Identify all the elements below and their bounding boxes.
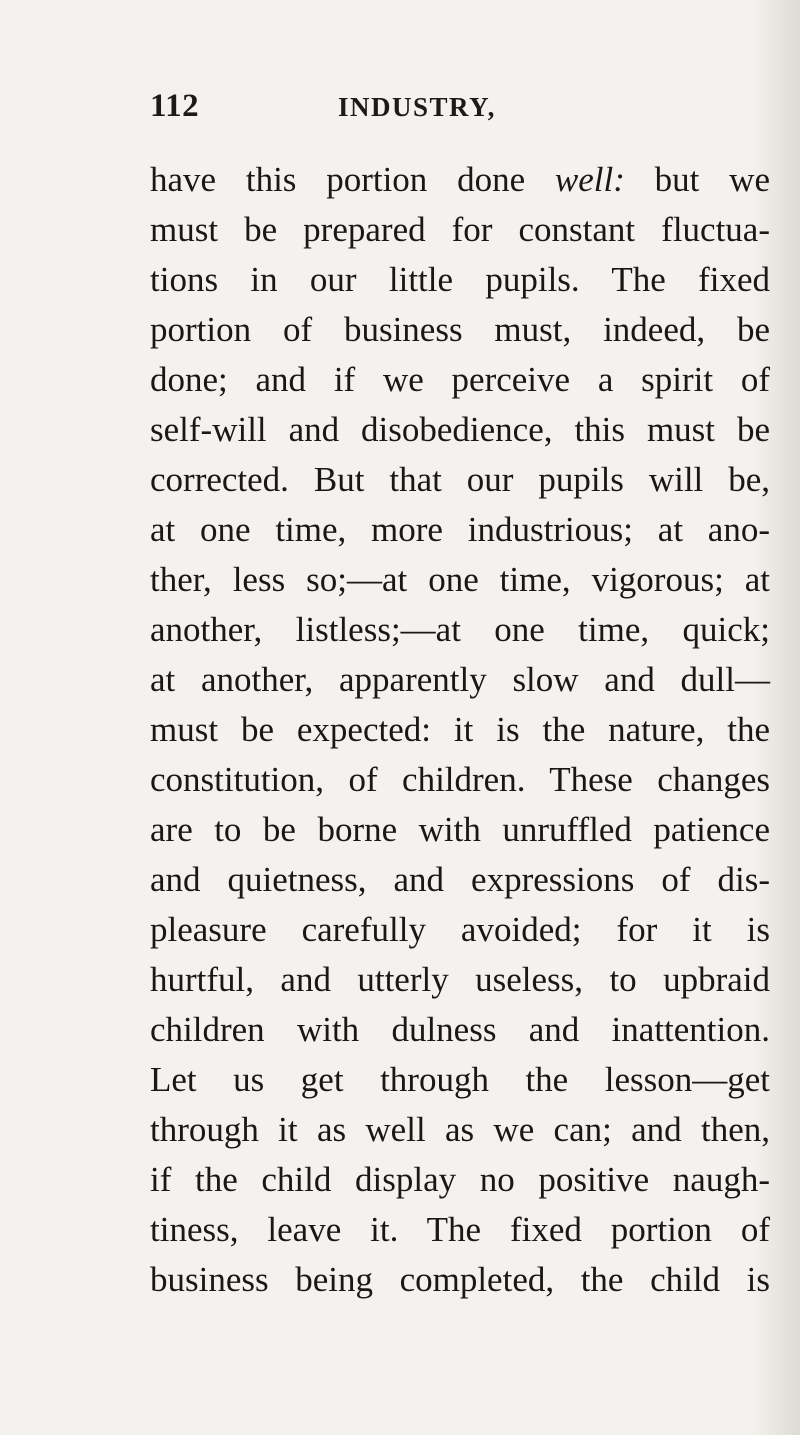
body-text [150, 155, 770, 1305]
text-line: at another, apparently slow and dull— [150, 660, 770, 699]
page-header [150, 88, 750, 128]
text-line [150, 155, 770, 205]
text-line: must be expected: it is the nature, the [150, 710, 770, 749]
italic-word: well: [554, 160, 625, 199]
page-number: 112 [150, 88, 200, 124]
text-line: ther, less so;—at one time, vigorous; at [150, 560, 770, 599]
text-line: through it as well as we can; and then, [150, 1110, 770, 1149]
text-line: must be prepared for constant fluctua- [150, 210, 770, 249]
text-line: portion of business must, indeed, be [150, 310, 770, 349]
text-line: corrected. But that our pupils will be, [150, 460, 770, 499]
text-line: and quietness, and expressions of dis- [150, 860, 770, 899]
text-line: at one time, more industrious; at ano- [150, 510, 770, 549]
text-segment: but we [624, 160, 770, 199]
text-line: done; and if we perceive a spirit of [150, 360, 770, 399]
text-line: Let us get through the lesson—get [150, 1060, 770, 1099]
text-line: are to be borne with unruffled patience [150, 810, 770, 849]
running-title: INDUSTRY, [338, 92, 496, 122]
text-line: children with dulness and inattention. [150, 1010, 770, 1049]
text-line: self-will and disobedience, this must be [150, 410, 770, 449]
text-line: pleasure carefully avoided; for it is [150, 910, 770, 949]
text-line: another, listless;—at one time, quick; [150, 610, 770, 649]
text-line: hurtful, and utterly useless, to upbraid [150, 960, 770, 999]
text-segment: have this portion done [150, 160, 555, 199]
text-line: constitution, of children. These changes [150, 760, 770, 799]
text-line: business being completed, the child is [150, 1260, 770, 1299]
text-line: if the child display no positive naugh- [150, 1160, 770, 1199]
text-line: tiness, leave it. The fixed portion of [150, 1210, 770, 1249]
text-line: tions in our little pupils. The fixed [150, 260, 770, 299]
